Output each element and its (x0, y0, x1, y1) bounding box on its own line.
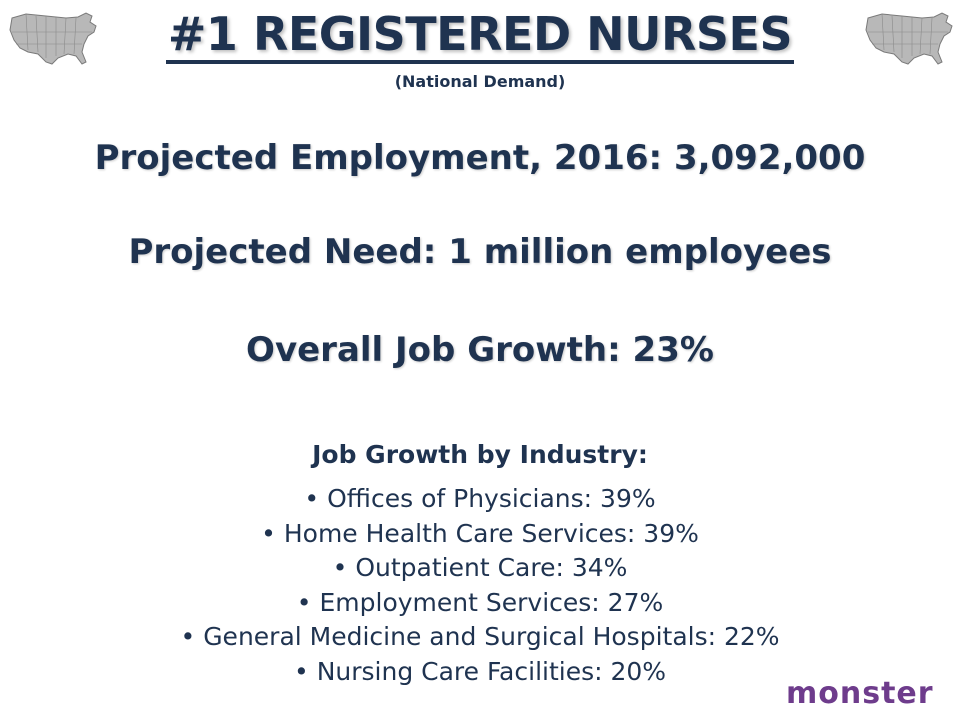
industry-heading: Job Growth by Industry: (312, 440, 648, 469)
bullet-icon: • (332, 553, 348, 582)
list-item (0, 517, 960, 552)
list-item (0, 620, 960, 655)
list-item (0, 551, 960, 586)
projected-employment-stat: Projected Employment, 2016: 3,092,000 (94, 138, 866, 178)
monster-logo: monster (786, 676, 934, 711)
list-item (0, 586, 960, 621)
list-item-text: Employment Services: 27% (319, 587, 664, 617)
list-item-text: Nursing Care Facilities: 20% (316, 656, 667, 686)
bullet-icon: • (293, 656, 309, 686)
bullet-icon: • (180, 622, 196, 651)
list-item-text: General Medicine and Surgical Hospitals: 22% (203, 622, 780, 651)
projected-need-stat: Projected Need: 1 million employees (128, 232, 832, 272)
page-title-text: #1 REGISTERED NURSES (166, 8, 794, 64)
list-item-text: Offices of Physicians: 39% (327, 484, 656, 513)
page-title (0, 4, 960, 64)
bullet-icon: • (261, 518, 276, 548)
list-item-text: Outpatient Care: 34% (355, 553, 628, 582)
page-subtitle: (National Demand) (394, 72, 566, 91)
bullet-icon: • (296, 587, 312, 617)
list-item-text: Home Health Care Services: 39% (283, 518, 699, 548)
overall-job-growth-stat: Overall Job Growth: 23% (246, 330, 714, 370)
list-item (0, 482, 960, 517)
bullet-icon: • (304, 484, 320, 513)
industry-list (0, 482, 960, 689)
